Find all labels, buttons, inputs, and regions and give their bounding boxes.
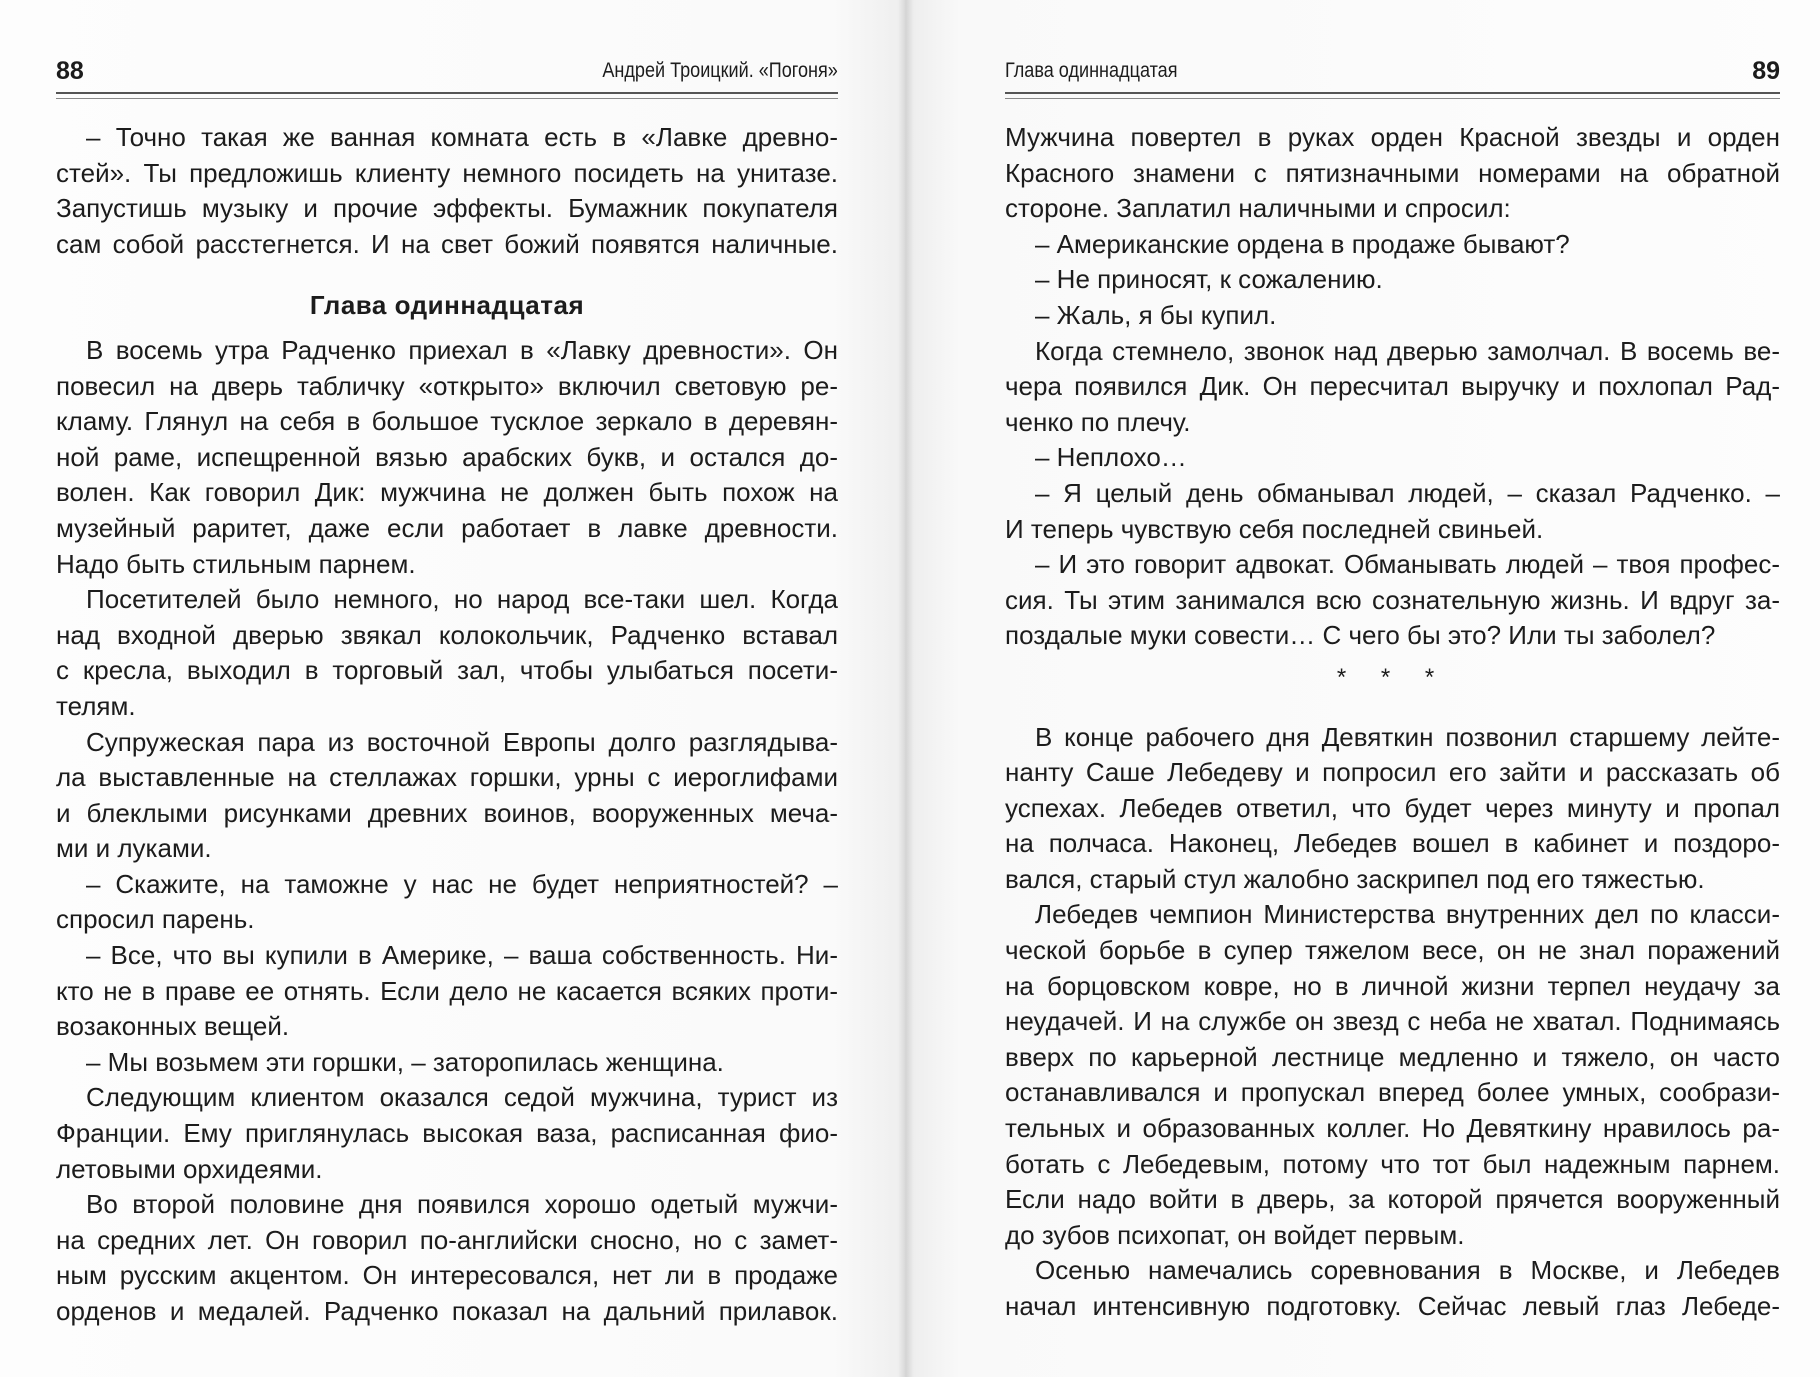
text-line: В конце рабочего дня Девяткин позвонил старшему лейте- (1035, 721, 1780, 752)
text-line: летовыми орхидеями. (56, 1153, 323, 1184)
text-line: ческой борьбе в супер тяжелом весе, он не знал поражений (1005, 935, 1780, 966)
header-rule (56, 92, 838, 94)
text-line: Когда стемнело, звонок над дверью замолчал. В восемь ве- (1035, 335, 1780, 366)
text-line: повесил на дверь табличку «открыто» включил световую ре- (56, 370, 838, 401)
page-number-left: 88 (56, 57, 84, 85)
text-line: Супружеская пара из восточной Европы долго разглядыва- (86, 726, 838, 757)
text-line: Лебедев чемпион Министерства внутренних дел по класси- (1035, 899, 1780, 930)
text-line: Франции. Ему приглянулась высокая ваза, расписанная фио- (56, 1118, 838, 1149)
text-line: Если надо войти в дверь, за которой прячется вооруженный (1005, 1184, 1780, 1215)
text-line: – Я целый день обманывал людей, – сказал Радченко. – (1035, 477, 1780, 508)
text-line: чера появился Дик. Он пересчитал выручку и похлопал Рад- (1005, 371, 1780, 402)
text-line: В восемь утра Радченко приехал в «Лавку древности». Он (86, 334, 838, 365)
text-line: и блеклыми рисунками древних воинов, вооруженных меча- (56, 797, 838, 828)
text-line: до зубов психопат, он войдет первым. (1005, 1219, 1465, 1250)
left-page-body (56, 120, 838, 1330)
text-line: на полчаса. Наконец, Лебедев вошел в кабинет и поздоро- (1005, 828, 1780, 859)
header-rule-thin (56, 98, 838, 99)
text-line: музейный раритет, даже если работает в лавке древности. (56, 512, 838, 543)
text-line: Красного знамени с пятизначными номерами на обратной (1005, 157, 1780, 188)
header-rule (1005, 92, 1780, 94)
text-line: нанту Саше Лебедеву и попросил его зайти и рассказать об (1005, 757, 1780, 788)
text-line: – Жаль, я бы купил. (1035, 299, 1277, 330)
text-line: тельных и образованных коллег. Но Девяткину нравилось ра- (1005, 1113, 1780, 1144)
book-gutter (898, 0, 914, 1377)
section-separator: * * * (1336, 663, 1449, 691)
text-line: – И это говорит адвокат. Обманывать людей – твоя профес- (1035, 549, 1780, 580)
text-line: на средних лет. Он говорил по-английски сносно, но с замет- (56, 1224, 838, 1255)
text-line: Следующим клиентом оказался седой мужчина, турист из (86, 1082, 838, 1113)
text-line: – Неплохо… (1035, 442, 1187, 473)
text-line: – Мы возьмем эти горшки, – заторопилась женщина. (86, 1046, 724, 1077)
text-line: – Точно такая же ванная комната есть в «Лавке древно- (86, 122, 838, 152)
text-line: Во второй половине дня появился хорошо одетый мужчи- (86, 1189, 838, 1220)
text-line: ным русским акцентом. Он интересовался, нет ли в продаже (56, 1260, 838, 1291)
text-line: Мужчина повертел в руках орден Красной звезды и орден (1005, 122, 1780, 152)
text-line: ченко по плечу. (1005, 406, 1191, 437)
text-line: – Не приносят, к сожалению. (1035, 264, 1383, 295)
text-line: – Американские ордена в продаже бывают? (1035, 228, 1570, 259)
text-line: над входной дверью звякал колокольчик, Радченко вставал (56, 619, 838, 650)
text-line: Запустишь музыку и прочие эффекты. Бумажник покупателя (56, 193, 838, 224)
text-line: стороне. Заплатил наличными и спросил: (1005, 193, 1511, 224)
header-rule-thin (1005, 98, 1780, 99)
right-page-body (1005, 120, 1780, 1325)
text-line: волен. Как говорил Дик: мужчина не должен быть похож на (56, 477, 838, 508)
text-line: – Скажите, на таможне у нас не будет неприятностей? – (86, 868, 838, 899)
text-line: И теперь чувствую себя последней свиньей. (1005, 513, 1544, 544)
running-head-author-title: Андрей Троицкий. «Погоня» (602, 59, 838, 82)
chapter-heading: Глава одиннадцатая (309, 290, 585, 321)
text-line: Надо быть стильным парнем. (56, 548, 416, 579)
page-number-right: 89 (1752, 57, 1780, 85)
text-line: кто не в праве ее отнять. Если дело не касается всяких проти- (56, 975, 838, 1006)
text-line: Осенью намечались соревнования в Москве, и Лебедев (1035, 1255, 1780, 1286)
running-head-chapter: Глава одиннадцатая (1005, 59, 1178, 82)
text-line: успехах. Лебедев ответил, что будет через минуту и пропал (1005, 792, 1780, 823)
text-line: – Все, что вы купили в Америке, – ваша собственность. Ни- (86, 940, 838, 971)
text-line: Посетителей было немного, но народ все-таки шел. Когда (86, 584, 838, 615)
text-line: возаконных вещей. (56, 1011, 290, 1042)
text-line: с кресла, выходил в торговый зал, чтобы улыбаться посети- (56, 655, 838, 686)
left-running-header (56, 55, 838, 95)
text-line: ной раме, испещренной вязью арабских букв, и остался до- (56, 441, 838, 472)
text-line: орденов и медалей. Радченко показал на дальний прилавок. (56, 1296, 838, 1326)
text-line: стей». Ты предложишь клиенту немного посидеть на унитазе. (56, 157, 838, 188)
text-line: на борцовском ковре, но в личной жизни терпел неудачу за (1005, 970, 1780, 1001)
left-page (0, 0, 905, 1377)
text-line: начал интенсивную подготовку. Сейчас левый глаз Лебеде- (1005, 1291, 1780, 1321)
text-line: поздалые муки совести… С чего бы это? Или ты заболел? (1005, 620, 1716, 651)
text-line: останавливался и пропускал вперед более умных, сообрази- (1005, 1077, 1780, 1108)
text-line: сия. Ты этим занимался всю сознательную жизнь. И вдруг за- (1005, 584, 1780, 615)
text-line: спросил парень. (56, 904, 255, 935)
text-line: сам собой расстегнется. И на свет божий появятся наличные. (56, 228, 838, 259)
text-line: телям. (56, 690, 136, 721)
right-running-header (1005, 55, 1780, 95)
text-line: вверх по карьерной лестнице медленно и тяжело, он часто (1005, 1041, 1780, 1072)
text-line: ми и луками. (56, 833, 212, 864)
text-line: ботать с Лебедевым, потому что тот был надежным парнем. (1005, 1148, 1780, 1179)
right-page (905, 0, 1820, 1377)
text-line: вался, старый стул жалобно заскрипел под его тяжестью. (1005, 863, 1705, 894)
text-line: кламу. Глянул на себя в большое тусклое зеркало в деревян- (56, 406, 838, 437)
text-line: ла выставленные на стеллажах горшки, урны с иероглифами (56, 762, 838, 793)
text-line: неудачей. И на службе он звезд с неба не хватал. Поднимаясь (1005, 1006, 1780, 1037)
